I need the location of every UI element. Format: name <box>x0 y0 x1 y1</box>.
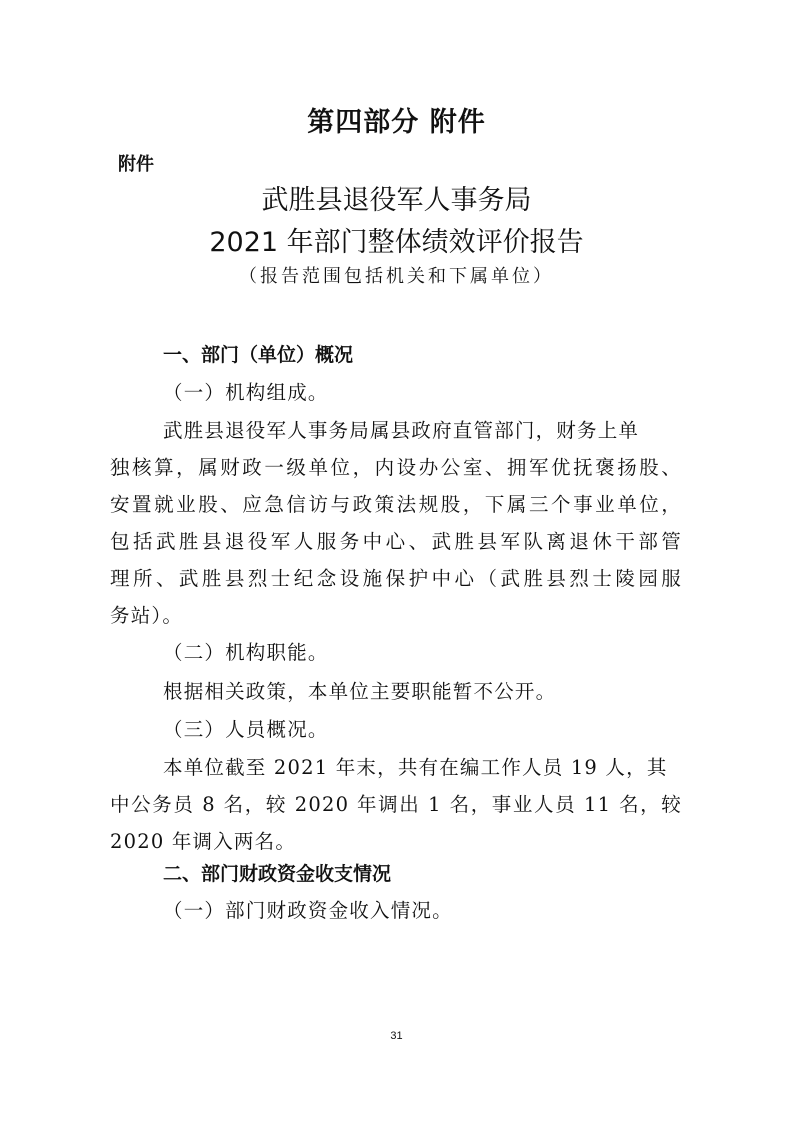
para1-line: 包括武胜县退役军人服务中心、武胜县军队离退休干部管 <box>110 530 682 553</box>
report-title-line2: 2021 年部门整体绩效评价报告 <box>209 227 584 258</box>
section1-sub2: （二）机构职能。 <box>163 641 329 664</box>
para1-line: 安置就业股、应急信访与政策法规股，下属三个事业单位， <box>110 493 682 516</box>
para1-line: 武胜县退役军人事务局属县政府直管部门，财务上单 <box>163 419 640 442</box>
section1-heading: 一、部门（单位）概况 <box>163 344 354 366</box>
section1-sub3: （三）人员概况。 <box>163 718 329 741</box>
report-title-line1: 武胜县退役军人事务局 <box>261 185 532 216</box>
para3-line: 2020 年调入两名。 <box>110 830 297 853</box>
section2-sub1: （一）部门财政资金收入情况。 <box>163 899 453 922</box>
section1-para2: 根据相关政策，本单位主要职能暂不公开。 <box>163 680 557 703</box>
para3-line: 本单位截至 2021 年末，共有在编工作人员 19 人，其 <box>163 756 668 779</box>
section1-sub1: （一）机构组成。 <box>163 381 329 404</box>
part-title: 第四部分 附件 <box>307 107 486 138</box>
para1-line: 独核算，属财政一级单位，内设办公室、拥军优抚褒扬股、 <box>110 456 682 479</box>
report-scope: （报告范围包括机关和下属单位） <box>239 266 554 287</box>
section2-heading: 二、部门财政资金收支情况 <box>163 863 392 885</box>
para3-line: 中公务员 8 名，较 2020 年调出 1 名，事业人员 11 名，较 <box>110 793 682 816</box>
para1-line: 务站）。 <box>110 604 184 627</box>
attachment-label: 附件 <box>118 154 154 175</box>
page-number: 31 <box>390 1030 403 1042</box>
para1-line: 理所、武胜县烈士纪念设施保护中心（武胜县烈士陵园服 <box>110 567 682 590</box>
